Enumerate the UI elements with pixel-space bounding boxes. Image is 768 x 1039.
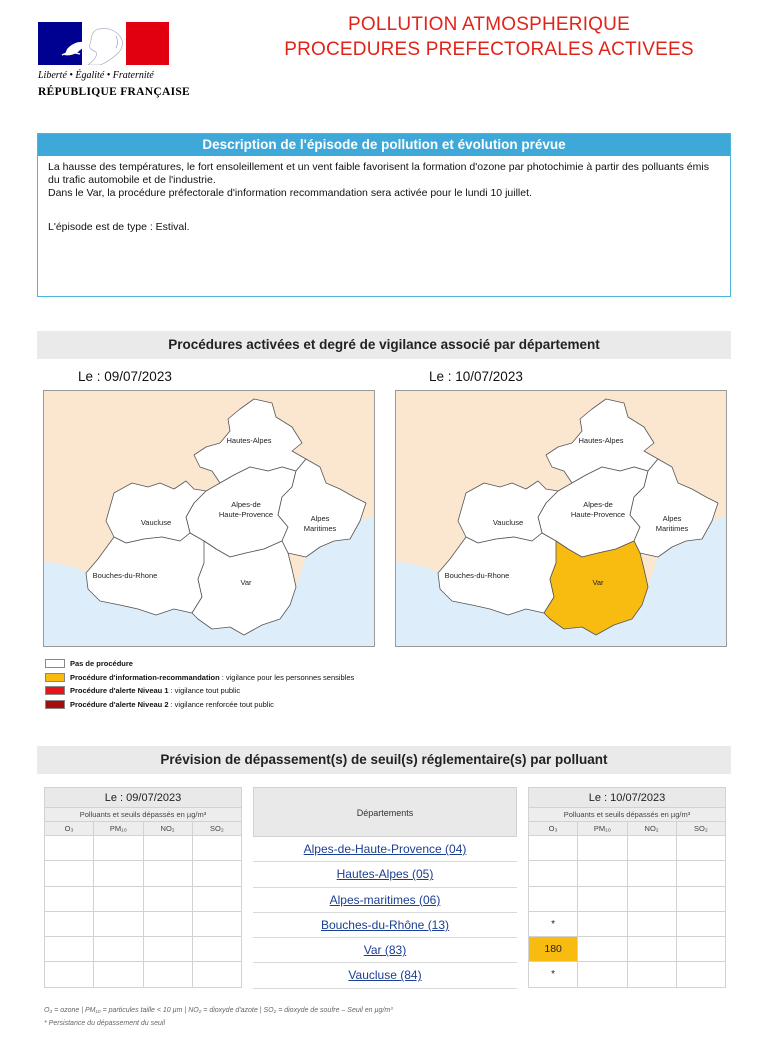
forecast-cell <box>94 937 143 962</box>
page-title <box>230 12 748 62</box>
forecast-cell <box>45 861 94 886</box>
forecast-date-day-1: Le : 09/07/2023 <box>45 788 242 808</box>
pollutant-abbreviations-footnote: O₃ = ozone | PM₁₀ = particules taille < 10 µm | NO₂ = dioxyde d'azote | SO₂ = dioxyde de soufre – Seuil en µg/m³ <box>44 1007 393 1014</box>
department-link[interactable]: Hautes-Alpes (05) <box>336 867 434 882</box>
forecast-cell <box>578 962 627 987</box>
pollutant-header: PM₁₀ <box>578 822 627 836</box>
pollutants-subheading: Polluants et seuils dépassés en µg/m³ <box>45 808 242 822</box>
department-label: Haute-Provence <box>570 510 626 519</box>
department-label: Var <box>240 578 252 587</box>
legend-item-none <box>45 657 354 671</box>
forecast-cell <box>578 886 627 911</box>
forecast-cell <box>676 911 725 936</box>
forecast-cell <box>94 836 143 861</box>
department-link[interactable]: Vaucluse (84) <box>348 968 422 983</box>
department-label: Maritimes <box>303 524 337 533</box>
department-label: Hautes-Alpes <box>578 436 624 445</box>
republic-motto: Liberté • Égalité • Fraternité <box>38 70 154 81</box>
forecast-row <box>529 962 726 987</box>
forecast-body-day-2 <box>529 836 726 988</box>
vigilance-legend <box>45 657 354 711</box>
legend-title: Procédure d'alerte Niveau 1 <box>70 686 169 696</box>
marianne-logo <box>36 22 191 102</box>
legend-title: Pas de procédure <box>70 659 133 669</box>
legend-title: Procédure d'alerte Niveau 2 <box>70 699 169 709</box>
department-label: Alpes <box>310 514 330 523</box>
pollutant-header: O₃ <box>45 822 94 836</box>
forecast-row <box>45 861 242 886</box>
forecast-cell <box>143 836 192 861</box>
forecast-cell <box>627 937 676 962</box>
pollutant-header: SO₂ <box>676 822 725 836</box>
forecast-cell <box>94 962 143 987</box>
department-row <box>253 837 517 862</box>
department-label: Hautes-Alpes <box>226 436 272 445</box>
forecast-table-day-2 <box>528 787 726 988</box>
department-label: Vaucluse <box>492 518 524 527</box>
department-row <box>253 913 517 938</box>
forecast-cell <box>94 861 143 886</box>
forecast-row <box>45 911 242 936</box>
pollutant-header: NO₂ <box>627 822 676 836</box>
department-row <box>253 888 517 913</box>
legend-swatch <box>45 659 65 668</box>
pollutant-header: O₃ <box>529 822 578 836</box>
department-label: Vaucluse <box>140 518 172 527</box>
department-row <box>253 862 517 887</box>
forecast-row <box>45 962 242 987</box>
forecast-cell <box>676 937 725 962</box>
forecast-cell: 180 <box>529 937 578 962</box>
legend-title: Procédure d'information-recommandation <box>70 672 220 682</box>
forecast-row <box>529 861 726 886</box>
episode-description-text <box>38 156 730 239</box>
forecast-cell <box>45 962 94 987</box>
department-label: Alpes-de <box>583 500 613 509</box>
forecast-section-heading: Prévision de dépassement(s) de seuil(s) réglementaire(s) par polluant <box>37 746 731 774</box>
forecast-cell <box>143 911 192 936</box>
pollutants-subheading: Polluants et seuils dépassés en µg/m³ <box>529 808 726 822</box>
forecast-cell <box>192 937 241 962</box>
pollutant-header: PM₁₀ <box>94 822 143 836</box>
forecast-cell <box>627 836 676 861</box>
episode-description-box <box>37 133 731 297</box>
forecast-cell <box>676 861 725 886</box>
forecast-cell <box>529 886 578 911</box>
forecast-cell: * <box>529 911 578 936</box>
pollutant-header: NO₂ <box>143 822 192 836</box>
republic-name: RÉPUBLIQUE FRANÇAISE <box>38 86 191 98</box>
legend-detail: : vigilance pour les personnes sensibles <box>221 672 355 682</box>
forecast-cell <box>627 886 676 911</box>
page-title-line-2: PROCEDURES PREFECTORALES ACTIVEES <box>284 39 694 60</box>
department-row <box>253 938 517 963</box>
forecast-cell <box>192 836 241 861</box>
forecast-cell <box>627 911 676 936</box>
forecast-date-day-2: Le : 10/07/2023 <box>529 788 726 808</box>
forecast-cell <box>143 886 192 911</box>
department-map-svg <box>44 391 375 647</box>
marianne-flag-icon <box>38 22 169 65</box>
legend-detail: : vigilance renforcée tout public <box>170 699 274 709</box>
forecast-row <box>529 836 726 861</box>
forecast-row <box>45 886 242 911</box>
forecast-cell <box>578 937 627 962</box>
department-link[interactable]: Alpes-maritimes (06) <box>329 892 441 907</box>
department-link[interactable]: Alpes-de-Haute-Provence (04) <box>303 842 467 856</box>
department-label: Alpes-de <box>231 500 261 509</box>
forecast-cell <box>143 937 192 962</box>
forecast-cell <box>676 836 725 861</box>
forecast-cell <box>143 861 192 886</box>
department-map-day-2 <box>395 390 727 647</box>
forecast-cell <box>192 911 241 936</box>
episode-description-heading: Description de l'épisode de pollution et évolution prévue <box>38 134 730 156</box>
department-map-day-1 <box>43 390 375 647</box>
forecast-cell <box>627 962 676 987</box>
forecast-cell <box>143 962 192 987</box>
forecast-cell <box>94 911 143 936</box>
forecast-cell <box>529 836 578 861</box>
department-label: Alpes <box>662 514 682 523</box>
legend-item-information <box>45 671 354 685</box>
forecast-cell <box>192 861 241 886</box>
forecast-cell <box>45 937 94 962</box>
legend-detail: : vigilance tout public <box>170 686 241 696</box>
forecast-cell <box>529 861 578 886</box>
department-label: Maritimes <box>655 524 689 533</box>
department-link[interactable]: Var (83) <box>363 943 407 958</box>
forecast-row <box>529 886 726 911</box>
forecast-row <box>529 911 726 936</box>
department-link[interactable]: Bouches-du-Rhône (13) <box>320 917 450 932</box>
forecast-cell <box>627 861 676 886</box>
forecast-cell: * <box>529 962 578 987</box>
legend-item-alerte-2 <box>45 698 354 712</box>
map-date-label-1: Le : 09/07/2023 <box>78 369 172 384</box>
departments-column <box>253 787 517 989</box>
forecast-body-day-1 <box>45 836 242 988</box>
department-label: Haute-Provence <box>218 510 274 519</box>
forecast-row <box>45 937 242 962</box>
forecast-cell <box>45 911 94 936</box>
legend-swatch <box>45 686 65 695</box>
legend-swatch <box>45 673 65 682</box>
forecast-cell <box>94 886 143 911</box>
description-paragraph: La hausse des températures, le fort ensoleillement et un vent faible favorisent la formation d'ozone par photochimie à partir des polluants émis du trafic automobile et de l'industrie. <box>48 161 709 186</box>
map-date-label-2: Le : 10/07/2023 <box>429 369 523 384</box>
forecast-cell <box>578 836 627 861</box>
forecast-row <box>45 836 242 861</box>
forecast-cell <box>192 962 241 987</box>
forecast-cell <box>578 911 627 936</box>
department-row <box>253 963 517 988</box>
forecast-cell <box>676 962 725 987</box>
department-map-svg <box>396 391 727 647</box>
legend-item-alerte-1 <box>45 684 354 698</box>
forecast-cell <box>578 861 627 886</box>
departments-header: Départements <box>253 787 517 837</box>
procedures-section-heading: Procédures activées et degré de vigilance associé par département <box>37 331 731 359</box>
department-label: Var <box>592 578 604 587</box>
forecast-cell <box>192 886 241 911</box>
forecast-row <box>529 937 726 962</box>
persistence-footnote: * Persistance du dépassement du seuil <box>44 1020 166 1027</box>
page-title-line-1: POLLUTION ATMOSPHERIQUE <box>348 14 630 35</box>
forecast-cell <box>45 836 94 861</box>
pollutant-header: SO₂ <box>192 822 241 836</box>
forecast-table-day-1 <box>44 787 242 988</box>
department-label: Bouches-du-Rhone <box>444 571 510 580</box>
forecast-cell <box>45 886 94 911</box>
legend-swatch <box>45 700 65 709</box>
description-episode-type: L'épisode est de type : Estival. <box>48 221 190 233</box>
description-paragraph: Dans le Var, la procédure préfectorale d'information recommandation sera activée pour le lundi 10 juillet. <box>48 187 532 199</box>
forecast-cell <box>676 886 725 911</box>
department-label: Bouches-du-Rhone <box>92 571 158 580</box>
